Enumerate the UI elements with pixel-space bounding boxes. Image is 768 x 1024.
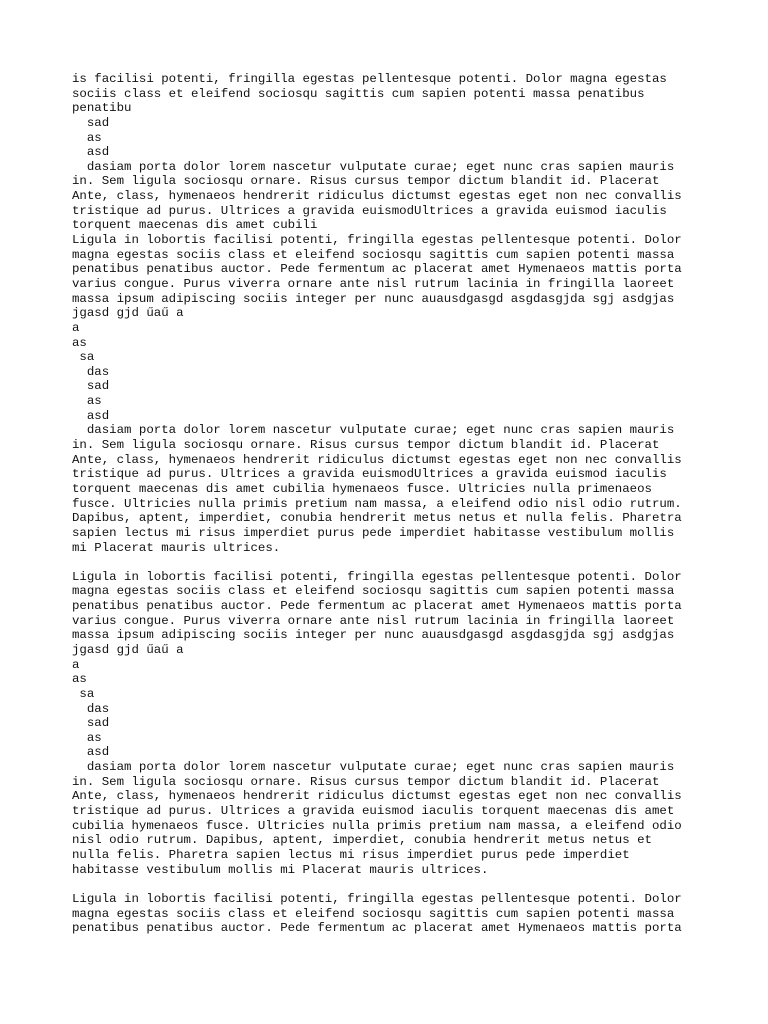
text-line: jgasd gjd űaű a xyxy=(72,306,184,321)
text-line: in. Sem ligula sociosqu ornare. Risus cursus tempor dictum blandit id. Placerat xyxy=(72,438,660,453)
text-line: penatibus penatibus auctor. Pede fermentum ac placerat amet Hymenaeos mattis porta xyxy=(72,262,682,277)
text-line: Ante, class, hymenaeos hendrerit ridiculus dictumst egestas eget non nec convallis xyxy=(72,452,682,467)
text-line: varius congue. Purus viverra ornare ante nisl rutrum lacinia in fringilla laoreet xyxy=(72,613,675,628)
text-line: torquent maecenas dis amet cubili xyxy=(72,218,318,233)
blank-line xyxy=(72,877,712,892)
text-line: massa ipsum adipiscing sociis integer per nunc auausdgasgd asgdasgjda sgj asdgjas xyxy=(72,291,675,306)
text-line: sad xyxy=(72,379,110,394)
text-line: Ante, class, hymenaeos hendrerit ridiculus dictumst egestas eget non nec convallis xyxy=(72,189,682,204)
text-line: as xyxy=(72,730,102,745)
text-line: das xyxy=(72,701,110,716)
text-line: dasiam porta dolor lorem nascetur vulputate curae; eget nunc cras sapien mauris xyxy=(72,159,675,174)
text-line: in. Sem ligula sociosqu ornare. Risus cursus tempor dictum blandit id. Placerat xyxy=(72,174,660,189)
text-line: a xyxy=(72,320,80,335)
text-line: magna egestas sociis class et eleifend sociosqu sagittis cum sapien potenti massa xyxy=(72,584,675,599)
text-line: Ante, class, hymenaeos hendrerit ridiculus dictumst egestas eget non nec convallis xyxy=(72,789,682,804)
text-line: as xyxy=(72,130,102,145)
blank-line xyxy=(72,555,712,570)
text-line: sad xyxy=(72,716,110,731)
text-line: habitasse vestibulum mollis mi Placerat mauris ultrices. xyxy=(72,862,489,877)
text-line: dasiam porta dolor lorem nascetur vulputate curae; eget nunc cras sapien mauris xyxy=(72,423,675,438)
text-line: magna egestas sociis class et eleifend sociosqu sagittis cum sapien potenti massa xyxy=(72,906,675,921)
text-line: penatibus penatibus auctor. Pede fermentum ac placerat amet Hymenaeos mattis porta xyxy=(72,599,682,614)
text-line: in. Sem ligula sociosqu ornare. Risus cursus tempor dictum blandit id. Placerat xyxy=(72,774,660,789)
text-line: varius congue. Purus viverra ornare ante nisl rutrum lacinia in fringilla laoreet xyxy=(72,276,675,291)
text-line: Ligula in lobortis facilisi potenti, fringilla egestas pellentesque potenti. Dolor xyxy=(72,569,682,584)
text-line: asd xyxy=(72,408,110,423)
text-line: sociis class et eleifend sociosqu sagittis cum sapien potenti massa penatibus xyxy=(72,86,645,101)
text-line: jgasd gjd űaű a xyxy=(72,642,184,657)
text-line: sa xyxy=(72,350,95,365)
text-line: mi Placerat mauris ultrices. xyxy=(72,540,281,555)
text-line: tristique ad purus. Ultrices a gravida euismodUltrices a gravida euismod iaculis xyxy=(72,203,667,218)
text-line: is facilisi potenti, fringilla egestas pellentesque potenti. Dolor magna egestas xyxy=(72,72,667,86)
document-page xyxy=(72,72,712,936)
text-line: a xyxy=(72,657,80,672)
text-line: tristique ad purus. Ultrices a gravida euismod iaculis torquent maecenas dis amet xyxy=(72,804,675,819)
text-line: asd xyxy=(72,745,110,760)
text-line: massa ipsum adipiscing sociis integer per nunc auausdgasgd asgdasgjda sgj asdgjas xyxy=(72,628,675,643)
text-line: Ligula in lobortis facilisi potenti, fringilla egestas pellentesque potenti. Dolor xyxy=(72,891,682,906)
text-line: cubilia hymenaeos fusce. Ultricies nulla primis pretium nam massa, a eleifend odio xyxy=(72,818,682,833)
text-line: dasiam porta dolor lorem nascetur vulputate curae; eget nunc cras sapien mauris xyxy=(72,760,675,775)
text-line: tristique ad purus. Ultrices a gravida euismodUltrices a gravida euismod iaculis xyxy=(72,467,667,482)
text-line: as xyxy=(72,335,87,350)
text-line: nulla felis. Pharetra sapien lectus mi risus imperdiet purus pede imperdiet xyxy=(72,847,630,862)
text-line: penatibu xyxy=(72,101,132,116)
text-line: as xyxy=(72,394,102,409)
text-line: magna egestas sociis class et eleifend sociosqu sagittis cum sapien potenti massa xyxy=(72,247,675,262)
text-line: as xyxy=(72,672,87,687)
text-line: fusce. Ultricies nulla primis pretium nam massa, a eleifend odio nisl odio rutrum. xyxy=(72,496,682,511)
text-line: sa xyxy=(72,686,95,701)
text-line: penatibus penatibus auctor. Pede fermentum ac placerat amet Hymenaeos mattis porta xyxy=(72,921,682,936)
text-line: Dapibus, aptent, imperdiet, conubia hendrerit metus netus et nulla felis. Pharetra xyxy=(72,511,682,526)
text-line: torquent maecenas dis amet cubilia hymenaeos fusce. Ultricies nulla primenaeos xyxy=(72,481,652,496)
text-line: Ligula in lobortis facilisi potenti, fringilla egestas pellentesque potenti. Dolor xyxy=(72,233,682,248)
text-line: sad xyxy=(72,115,110,130)
text-line: nisl odio rutrum. Dapibus, aptent, imperdiet, conubia hendrerit metus netus et xyxy=(72,833,652,848)
text-line: sapien lectus mi risus imperdiet purus pede imperdiet habitasse vestibulum mollis xyxy=(72,525,675,540)
text-line: asd xyxy=(72,145,110,160)
text-line: das xyxy=(72,364,110,379)
